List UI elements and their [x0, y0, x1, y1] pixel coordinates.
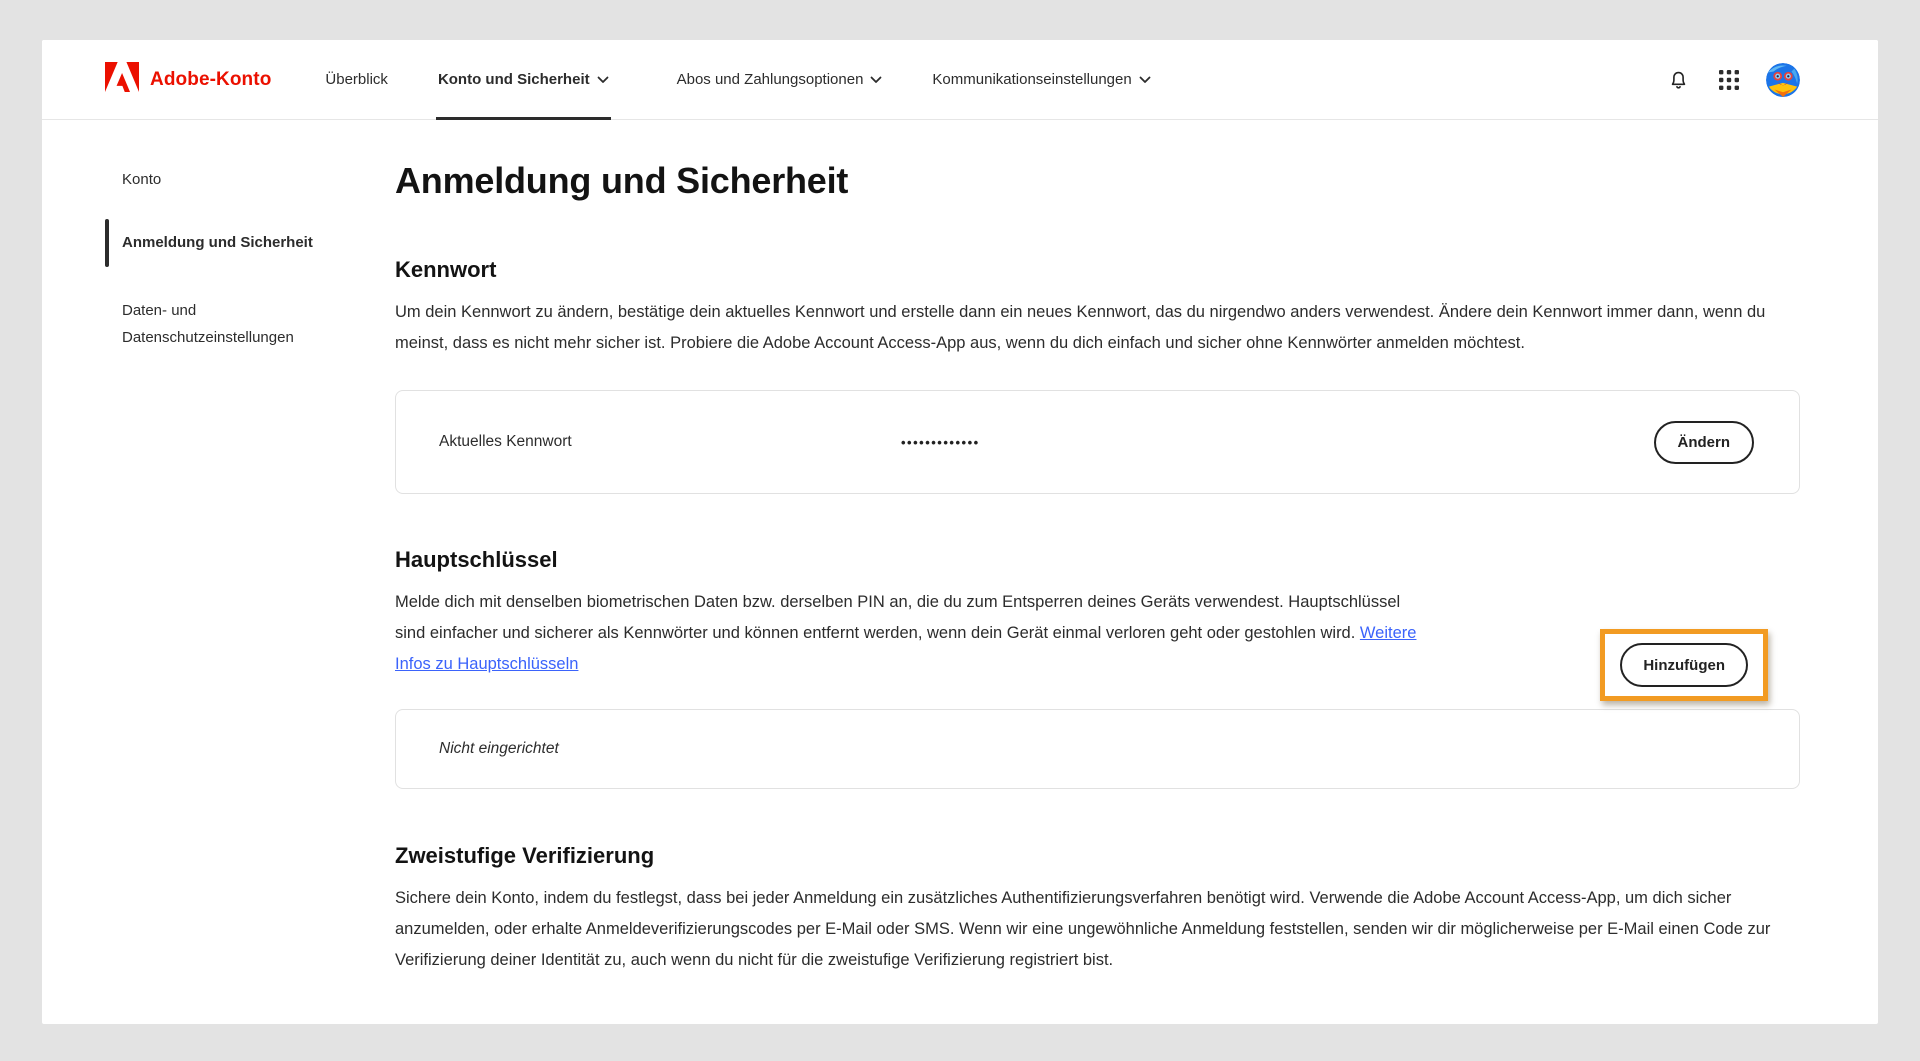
top-navigation-bar: [42, 40, 1878, 120]
current-password-card: [395, 390, 1800, 494]
chevron-down-icon: [597, 71, 609, 88]
nav-item-kommunikationseinstellungen[interactable]: [930, 40, 1152, 120]
nav-item-ueberblick[interactable]: [323, 40, 390, 120]
header-actions: [1665, 63, 1800, 97]
app-window: [42, 40, 1878, 1024]
sidebar-item-label: Anmeldung und Sicherheit: [122, 234, 313, 251]
change-password-button[interactable]: Ändern: [1654, 421, 1755, 464]
active-indicator-bar: [105, 219, 109, 267]
two-step-section-heading: Zweistufige Verifizierung: [395, 843, 655, 868]
nav-item-konto-und-sicherheit[interactable]: [436, 40, 611, 120]
sidebar-item-konto[interactable]: [122, 170, 367, 190]
add-passkey-button[interactable]: Hinzufügen: [1620, 643, 1748, 687]
nav-label: Abos und Zahlungsoptionen: [676, 71, 864, 88]
main-content: [395, 120, 1800, 976]
brand-title: Adobe-Konto: [150, 68, 272, 90]
primary-nav: [323, 40, 1198, 120]
user-avatar[interactable]: [1766, 63, 1800, 97]
passkey-section-heading: Hauptschlüssel: [395, 547, 558, 572]
current-password-label: Aktuelles Kennwort: [439, 433, 572, 450]
nav-label: Konto und Sicherheit: [437, 71, 590, 88]
annotation-highlight-box: [1600, 629, 1768, 701]
passkey-status-text: Nicht eingerichtet: [439, 740, 559, 757]
two-step-section-description: Sichere dein Konto, indem du festlegst, dass bei jeder Anmeldung ein zusätzliches Authentifizierungsverfahren benötigt wird. Verwende die Adobe Account Access-App, um dich sicher anzumelden, oder erhalte Anmeldeverifizierungscodes per E-Mail oder SMS. Wenn wir eine ungewöhnliche Anmeldung feststellen, senden wir dir möglicherweise per E-Mail einen Code zur Verifizierung deiner Identität zu, auch wenn du nicht für die zweistufige Verifizierung registriert bist.: [395, 889, 1771, 969]
chevron-down-icon: [1139, 71, 1151, 88]
nav-label: Kommunikationseinstellungen: [932, 71, 1132, 88]
sidebar-item-label: Daten- und Datenschutzeinstellungen: [122, 302, 294, 346]
sidebar-item-anmeldung-und-sicherheit[interactable]: [105, 219, 367, 267]
passkey-status-card: [395, 709, 1800, 789]
chevron-down-icon: [870, 71, 882, 88]
app-launcher-grid-icon[interactable]: [1716, 67, 1742, 93]
page-title: Anmeldung und Sicherheit: [395, 160, 849, 201]
passkey-description-text: Melde dich mit denselben biometrischen Daten bzw. derselben PIN an, die du zum Entsperren deines Geräts verwendest. Hauptschlüssel sind einfacher und sicherer als Kennwörter und können entfernt werden, wenn dein Gerät einmal verloren geht oder gestohlen wird.: [395, 593, 1401, 642]
settings-sidebar: [105, 120, 367, 351]
sidebar-item-datenschutzeinstellungen[interactable]: [122, 297, 308, 351]
adobe-logo-icon: [105, 62, 139, 97]
notifications-bell-icon[interactable]: [1665, 66, 1692, 93]
masked-password-value: •••••••••••••: [901, 434, 980, 450]
nav-label: Überblick: [325, 71, 388, 88]
sidebar-item-label: Konto: [122, 171, 162, 188]
adobe-konto-brand[interactable]: [105, 62, 271, 97]
passkey-section-description: [395, 587, 1425, 680]
password-section-description: Um dein Kennwort zu ändern, bestätige dein aktuelles Kennwort und erstelle dann ein neues Kennwort, das du nirgendwo anders verwendest. Ändere dein Kennwort immer dann, wenn du meinst, dass es nicht mehr sicher ist. Probiere die Adobe Account Access-App aus, wenn du dich einfach und sicher ohne Kennwörter anmelden möchtest.: [395, 303, 1766, 352]
password-section-heading: Kennwort: [395, 257, 497, 282]
nav-item-abos-und-zahlungsoptionen[interactable]: [675, 40, 885, 120]
passkey-learn-more-link[interactable]: Weitere Infos zu Hauptschlüsseln: [395, 624, 1417, 673]
